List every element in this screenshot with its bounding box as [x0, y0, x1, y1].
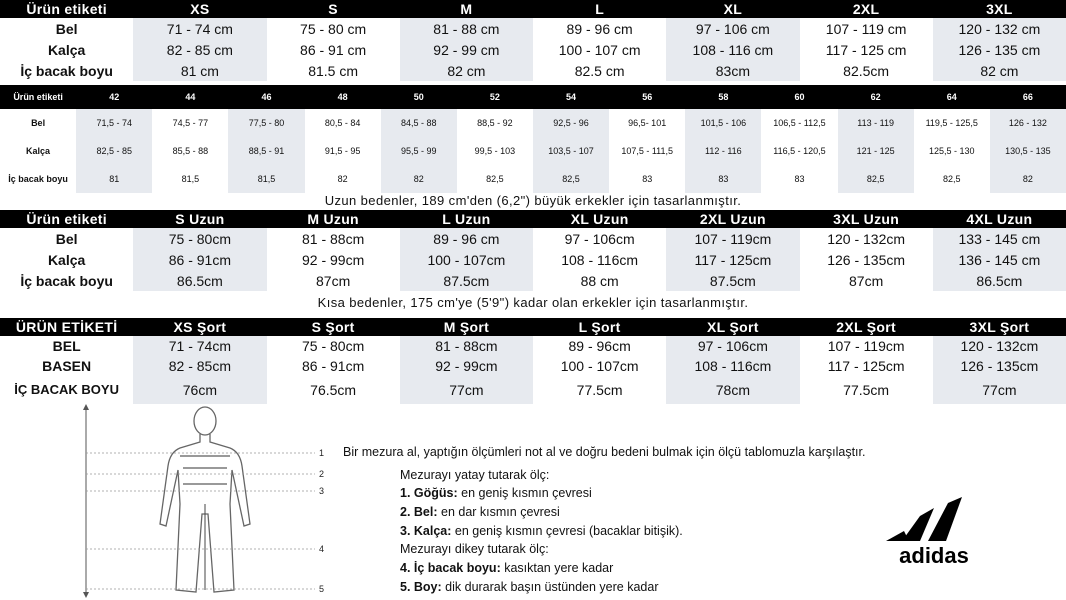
table-cell: 92 - 99cm — [302, 251, 365, 268]
header-cell: 3XL Şort — [933, 318, 1066, 336]
table-cell: 92,5 - 96 — [533, 109, 609, 137]
table-cell: 86.5cm — [133, 270, 266, 291]
table-cell: 120 - 132cm — [827, 230, 906, 247]
header-cell: 60 — [761, 85, 837, 109]
table-cell: 88,5 - 92 — [477, 117, 513, 128]
table-cell: 87.5cm — [400, 270, 533, 291]
row-label: BEL — [52, 338, 81, 354]
table-row — [0, 18, 1066, 39]
table-cell: 100 - 107cm — [560, 358, 639, 374]
table-header-row — [0, 0, 1066, 18]
adidas-logo — [872, 497, 996, 569]
table-cell: 117 - 125 cm — [825, 41, 907, 58]
row-label: İç bacak boyu — [8, 173, 68, 184]
table-cell: 107 - 119 cm — [825, 20, 907, 37]
table-row — [0, 165, 1066, 193]
instruction-item — [400, 486, 592, 500]
header-cell: M Şort — [400, 318, 533, 336]
table-cell: 117 - 125cm — [666, 249, 799, 270]
table-cell: 83cm — [666, 60, 799, 81]
table-cell: 81 cm — [133, 60, 266, 81]
row-label: İç bacak boyu — [20, 272, 113, 289]
header-cell: 42 — [76, 85, 152, 109]
table-cell: 95,5 - 99 — [381, 137, 457, 165]
table-cell: 126 - 135cm — [933, 356, 1066, 376]
row-label: Kalça — [47, 251, 86, 268]
header-cell: L — [533, 0, 666, 18]
table-cell: 81 — [76, 165, 152, 193]
header-cell: 54 — [533, 85, 609, 109]
table-cell: 96,5- 101 — [628, 117, 667, 128]
table-cell: 107 - 119cm — [827, 338, 905, 354]
size-table-numeric — [0, 85, 1066, 193]
table-cell: 120 - 132cm — [933, 336, 1066, 356]
table-cell: 78cm — [666, 376, 799, 404]
table-cell: 108 - 116cm — [561, 251, 639, 268]
table-cell: 82 - 85 cm — [133, 39, 266, 60]
table-cell: 85,5 - 88 — [172, 145, 209, 156]
table-cell: 75 - 80 cm — [300, 20, 367, 37]
header-cell: 64 — [914, 85, 990, 109]
table-row — [0, 356, 1066, 376]
header-cell: 3XL — [933, 0, 1066, 18]
header-cell: 62 — [838, 85, 914, 109]
instructions-horizontal: Mezurayı yatay tutarak ölç: — [400, 468, 550, 482]
table-cell: 133 - 145 cm — [933, 228, 1066, 249]
table-cell: 82 cm — [400, 60, 533, 81]
table-cell: 86 - 91 cm — [300, 41, 367, 58]
table-row — [0, 336, 1066, 356]
table-cell: 89 - 96 cm — [400, 228, 533, 249]
table-cell: 77,5 - 80 — [228, 109, 304, 137]
table-row — [0, 249, 1066, 270]
table-cell: 126 - 132 — [990, 109, 1066, 137]
table-cell: 83 — [794, 173, 805, 184]
table-cell: 81,5 — [181, 173, 200, 184]
table-cell: 87cm — [849, 272, 884, 289]
header-cell: 2XL — [800, 0, 933, 18]
table-cell: 81 - 88cm — [400, 336, 533, 356]
table-cell: 107 - 119cm — [666, 228, 799, 249]
table-cell: 76cm — [133, 376, 266, 404]
instruction-item — [400, 505, 560, 519]
figure-number: 3 — [319, 486, 325, 496]
size-table-regular — [0, 0, 1066, 81]
table-cell: 86 - 91cm — [302, 358, 365, 374]
table-cell: 89 - 96 cm — [566, 20, 633, 37]
table-cell: 99,5 - 103 — [474, 145, 516, 156]
table-cell: 82.5cm — [843, 62, 890, 79]
table-cell: 82 — [337, 173, 348, 184]
instruction-label: 5. Boy: — [400, 580, 442, 594]
table-cell: 82,5 — [942, 173, 961, 184]
instruction-text: en geniş kısmın çevresi — [457, 486, 592, 500]
figure-number: 2 — [319, 469, 325, 479]
header-cell: 46 — [228, 85, 304, 109]
header-cell: M Uzun — [267, 210, 400, 228]
instruction-text: dik durarak başın üstünden yere kadar — [441, 580, 659, 594]
table-cell: 82,5 — [838, 165, 914, 193]
table-cell: 86.5cm — [933, 270, 1066, 291]
table-cell: 84,5 - 88 — [381, 109, 457, 137]
brand-wordmark: adidas — [899, 543, 969, 568]
table-cell: 77.5cm — [843, 382, 890, 398]
table-cell: 83 — [685, 165, 761, 193]
table-cell: 108 - 116cm — [666, 356, 799, 376]
table-cell: 80,5 - 84 — [324, 117, 361, 128]
instruction-text: kasıktan yere kadar — [500, 561, 614, 575]
table-cell: 108 - 116 cm — [666, 39, 799, 60]
row-label: Bel — [31, 117, 46, 128]
header-cell: 4XL Uzun — [933, 210, 1066, 228]
table-cell: 100 - 107 cm — [558, 41, 641, 58]
table-cell: 71 - 74cm — [133, 336, 266, 356]
table-cell: 71 - 74 cm — [133, 18, 266, 39]
instruction-text: en geniş kısmın çevresi (bacaklar bitişik). — [451, 524, 683, 538]
table-cell: 81,5 — [228, 165, 304, 193]
table-cell: 103,5 - 107 — [533, 137, 609, 165]
instruction-label: 3. Kalça: — [400, 524, 452, 538]
table-cell: 82.5 cm — [574, 62, 625, 79]
table-cell: 106,5 - 112,5 — [773, 117, 826, 128]
table-cell: 82 cm — [933, 60, 1066, 81]
instruction-label: 1. Göğüs: — [400, 486, 458, 500]
table-cell: 116,5 - 120,5 — [773, 145, 826, 156]
table-cell: 126 - 135cm — [827, 251, 906, 268]
header-cell: 50 — [381, 85, 457, 109]
table-cell: 130,5 - 135 — [990, 137, 1066, 165]
header-cell: Ürün etiketi — [0, 85, 76, 109]
table-cell: 112 - 116 — [685, 137, 761, 165]
header-cell: Ürün etiketi — [0, 210, 133, 228]
table-row — [0, 376, 1066, 404]
table-header-row — [0, 210, 1066, 228]
table-cell: 92 - 99 cm — [400, 39, 533, 60]
header-cell: 58 — [685, 85, 761, 109]
table-cell: 107,5 - 111,5 — [621, 145, 674, 156]
instruction-item — [400, 580, 658, 594]
table-cell: 82,5 - 85 — [76, 137, 152, 165]
table-cell: 125,5 - 130 — [928, 145, 975, 156]
header-cell: S Uzun — [133, 210, 266, 228]
body-measurement-figure — [70, 404, 340, 600]
table-cell: 71,5 - 74 — [76, 109, 152, 137]
instruction-label: 4. İç bacak boyu: — [400, 561, 501, 575]
table-cell: 83 — [642, 173, 653, 184]
table-cell: 100 - 107cm — [400, 249, 533, 270]
table-cell: 75 - 80cm — [302, 338, 365, 354]
table-cell: 81 - 88cm — [302, 230, 365, 247]
table-cell: 77cm — [933, 376, 1066, 404]
instructions-intro: Bir mezura al, yaptığın ölçümleri not al ve doğru bedeni bulmak için ölçü tablomuzla karşılaştır. — [343, 445, 866, 459]
table-cell: 97 - 106cm — [564, 230, 635, 247]
table-cell: 77.5cm — [576, 382, 623, 398]
table-cell: 74,5 - 77 — [172, 117, 209, 128]
table-cell: 89 - 96cm — [568, 338, 631, 354]
table-cell: 92 - 99cm — [400, 356, 533, 376]
table-cell: 82 — [381, 165, 457, 193]
header-cell: L Şort — [533, 318, 666, 336]
header-cell: XS Şort — [133, 318, 266, 336]
table-cell: 97 - 106 cm — [666, 18, 799, 39]
header-cell: 52 — [457, 85, 533, 109]
row-label: Bel — [55, 230, 78, 247]
table-cell: 82,5 — [533, 165, 609, 193]
header-cell: S Şort — [267, 318, 400, 336]
row-label: Kalça — [26, 145, 51, 156]
row-label: BASEN — [42, 358, 92, 374]
table-cell: 75 - 80cm — [133, 228, 266, 249]
table-cell: 97 - 106cm — [666, 336, 799, 356]
table-row — [0, 228, 1066, 249]
header-cell: L Uzun — [400, 210, 533, 228]
header-cell: 44 — [152, 85, 228, 109]
row-label: Kalça — [47, 41, 86, 58]
table-cell: 82 — [990, 165, 1066, 193]
size-table-tall — [0, 210, 1066, 291]
table-header-row — [0, 318, 1066, 336]
instruction-label: 2. Bel: — [400, 505, 438, 519]
table-cell: 121 - 125 — [838, 137, 914, 165]
table-row — [0, 60, 1066, 81]
instruction-item — [400, 561, 613, 575]
figure-number: 4 — [319, 544, 325, 554]
table-cell: 88,5 - 91 — [228, 137, 304, 165]
header-cell: S — [267, 0, 400, 18]
row-label: İç bacak boyu — [20, 62, 113, 79]
table-cell: 86 - 91cm — [133, 249, 266, 270]
table-row — [0, 137, 1066, 165]
instruction-text: en dar kısmın çevresi — [437, 505, 560, 519]
tall-sizes-note: Uzun bedenler, 189 cm'den (6,2") büyük erkekler için tasarlanmıştır. — [324, 193, 742, 208]
instruction-item — [400, 524, 683, 538]
table-cell: 82 - 85cm — [133, 356, 266, 376]
table-cell: 76.5cm — [310, 382, 357, 398]
header-cell: 56 — [609, 85, 685, 109]
header-cell: XL — [666, 0, 799, 18]
table-cell: 101,5 - 106 — [685, 109, 761, 137]
row-label: Bel — [55, 20, 78, 37]
table-row — [0, 109, 1066, 137]
table-row — [0, 39, 1066, 60]
table-cell: 117 - 125cm — [827, 358, 905, 374]
table-cell: 126 - 135 cm — [933, 39, 1066, 60]
header-cell: XL Şort — [666, 318, 799, 336]
table-cell: 136 - 145 cm — [933, 249, 1066, 270]
size-table-shorts — [0, 318, 1066, 404]
table-cell: 113 - 119 — [838, 109, 914, 137]
header-cell: 48 — [305, 85, 381, 109]
table-cell: 81 - 88 cm — [400, 18, 533, 39]
table-cell: 87cm — [316, 272, 351, 289]
short-sizes-note: Kısa bedenler, 175 cm'ye (5'9") kadar olan erkekler için tasarlanmıştır. — [317, 295, 749, 310]
instructions-vertical: Mezurayı dikey tutarak ölç: — [400, 542, 549, 556]
table-cell: 120 - 132 cm — [933, 18, 1066, 39]
table-cell: 87.5cm — [666, 270, 799, 291]
figure-number: 5 — [319, 584, 325, 594]
figure-number: 1 — [319, 448, 325, 458]
header-cell: XL Uzun — [533, 210, 666, 228]
table-cell: 77cm — [400, 376, 533, 404]
table-cell: 88 cm — [580, 272, 619, 289]
header-cell: Ürün etiketi — [0, 0, 133, 18]
header-cell: 66 — [990, 85, 1066, 109]
header-cell: 3XL Uzun — [800, 210, 933, 228]
table-cell: 82,5 — [486, 173, 504, 184]
header-cell: 2XL Şort — [800, 318, 933, 336]
table-cell: 81.5 cm — [308, 62, 359, 79]
table-cell: 91,5 - 95 — [324, 145, 361, 156]
header-cell: ÜRÜN ETİKETİ — [0, 318, 133, 336]
table-cell: 119,5 - 125,5 — [925, 117, 978, 128]
table-row — [0, 270, 1066, 291]
header-cell: 2XL Uzun — [666, 210, 799, 228]
row-label: İÇ BACAK BOYU — [14, 382, 119, 397]
table-header-row — [0, 85, 1066, 109]
header-cell: M — [400, 0, 533, 18]
header-cell: XS — [133, 0, 266, 18]
